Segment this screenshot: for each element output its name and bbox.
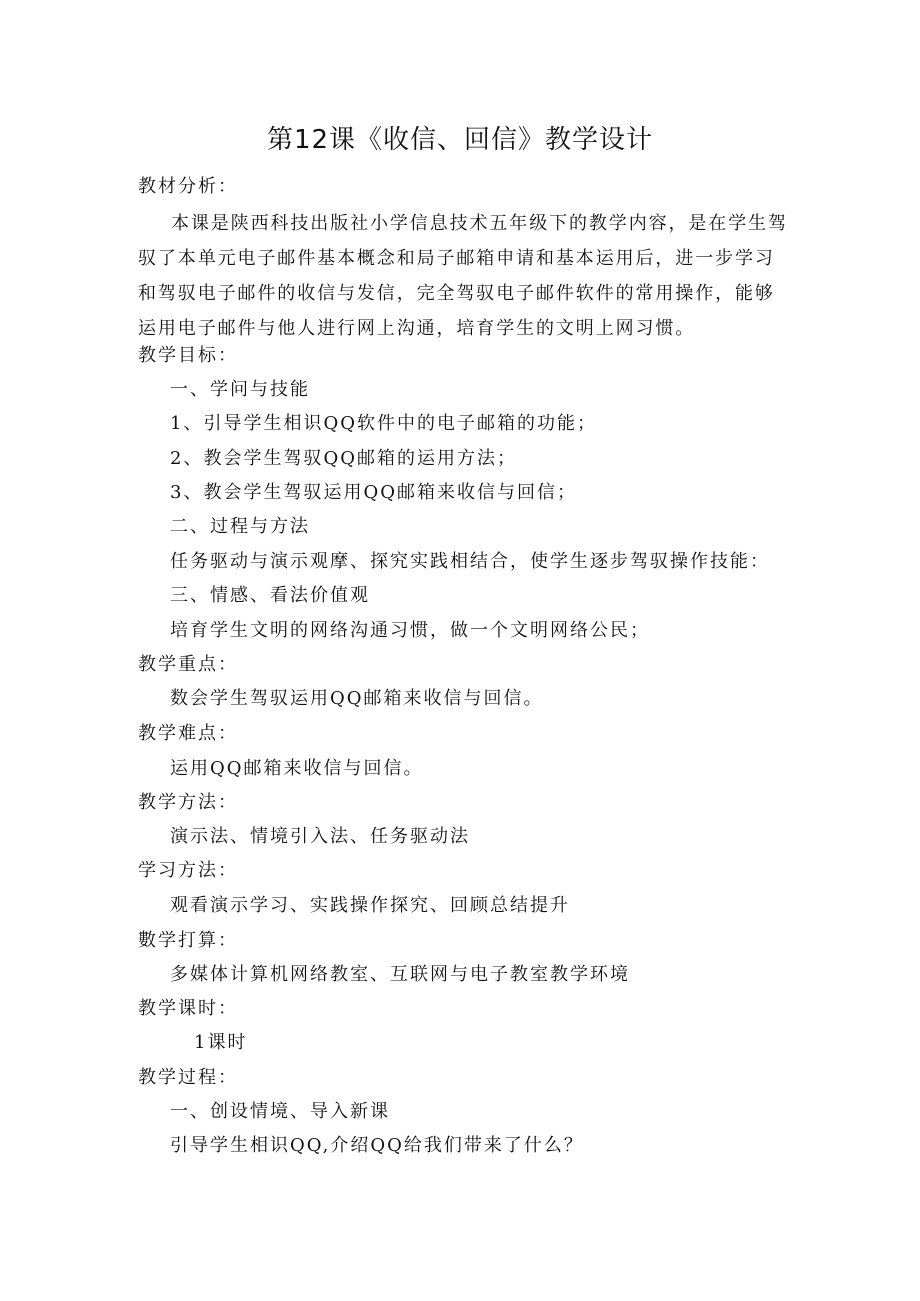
prep-text: 多媒体计算机网络教室、互联网与电子教室教学环境 bbox=[170, 964, 630, 985]
key-text: 数会学生驾驭运用QQ邮箱来收信与回信。 bbox=[170, 688, 544, 709]
goal1-title: 一、学问与技能 bbox=[170, 379, 310, 400]
goal3-text: 培育学生文明的网络沟通习惯，做一个文明网络公民； bbox=[170, 620, 650, 641]
hours-text: 1课时 bbox=[194, 1032, 248, 1053]
study-text: 观看演示学习、实践操作探究、回顾总结提升 bbox=[170, 895, 570, 916]
goal3-title: 三、情感、看法价值观 bbox=[170, 585, 370, 606]
goal2-text: 任务驱动与演示观摩、探究实践相结合，使学生逐步驾驭操作技能： bbox=[170, 551, 770, 572]
difficulty-heading: 教学难点： bbox=[138, 723, 238, 744]
goal1-item1: 1、引导学生相识QQ软件中的电子邮箱的功能； bbox=[170, 413, 597, 434]
key-heading: 教学重点： bbox=[138, 654, 238, 675]
goal1-item3: 3、教会学生驾驭运用QQ邮箱来收信与回信； bbox=[170, 482, 577, 503]
page-title: 第12课《收信、回信》教学设计 bbox=[266, 125, 654, 155]
process-heading: 教学过程： bbox=[138, 1067, 238, 1088]
goals-heading: 教学目标： bbox=[138, 345, 238, 366]
difficulty-text: 运用QQ邮箱来收信与回信。 bbox=[170, 758, 424, 779]
process-step1: 一、创设情境、导入新课 bbox=[170, 1101, 390, 1122]
study-heading: 学习方法： bbox=[138, 860, 238, 881]
method-text: 演示法、情境引入法、任务驱动法 bbox=[170, 826, 470, 847]
material-heading: 教材分析： bbox=[138, 176, 238, 197]
goal1-item2: 2、教会学生驾驭QQ邮箱的运用方法； bbox=[170, 448, 517, 469]
goal2-title: 二、过程与方法 bbox=[170, 516, 310, 537]
material-text: 本课是陕西科技出版社小学信息技术五年级下的教学内容，是在学生驾驭了本单元电子邮件基本概念和局子邮箱申请和基本运用后，进一步学习和驾驭电子邮件的收信与发信，完全驾驭电子邮件软件的常用操作，能够运用电子邮件与他人进行网上沟通，培育学生的文明上网习惯。 bbox=[138, 213, 788, 339]
process-step1-text: 引导学生相识QQ,介绍QQ给我们带来了什么？ bbox=[170, 1135, 584, 1156]
method-heading: 教学方法： bbox=[138, 792, 238, 813]
hours-heading: 教学课时： bbox=[138, 998, 238, 1019]
prep-heading: 數学打算： bbox=[138, 930, 238, 951]
material-paragraph bbox=[138, 206, 788, 346]
